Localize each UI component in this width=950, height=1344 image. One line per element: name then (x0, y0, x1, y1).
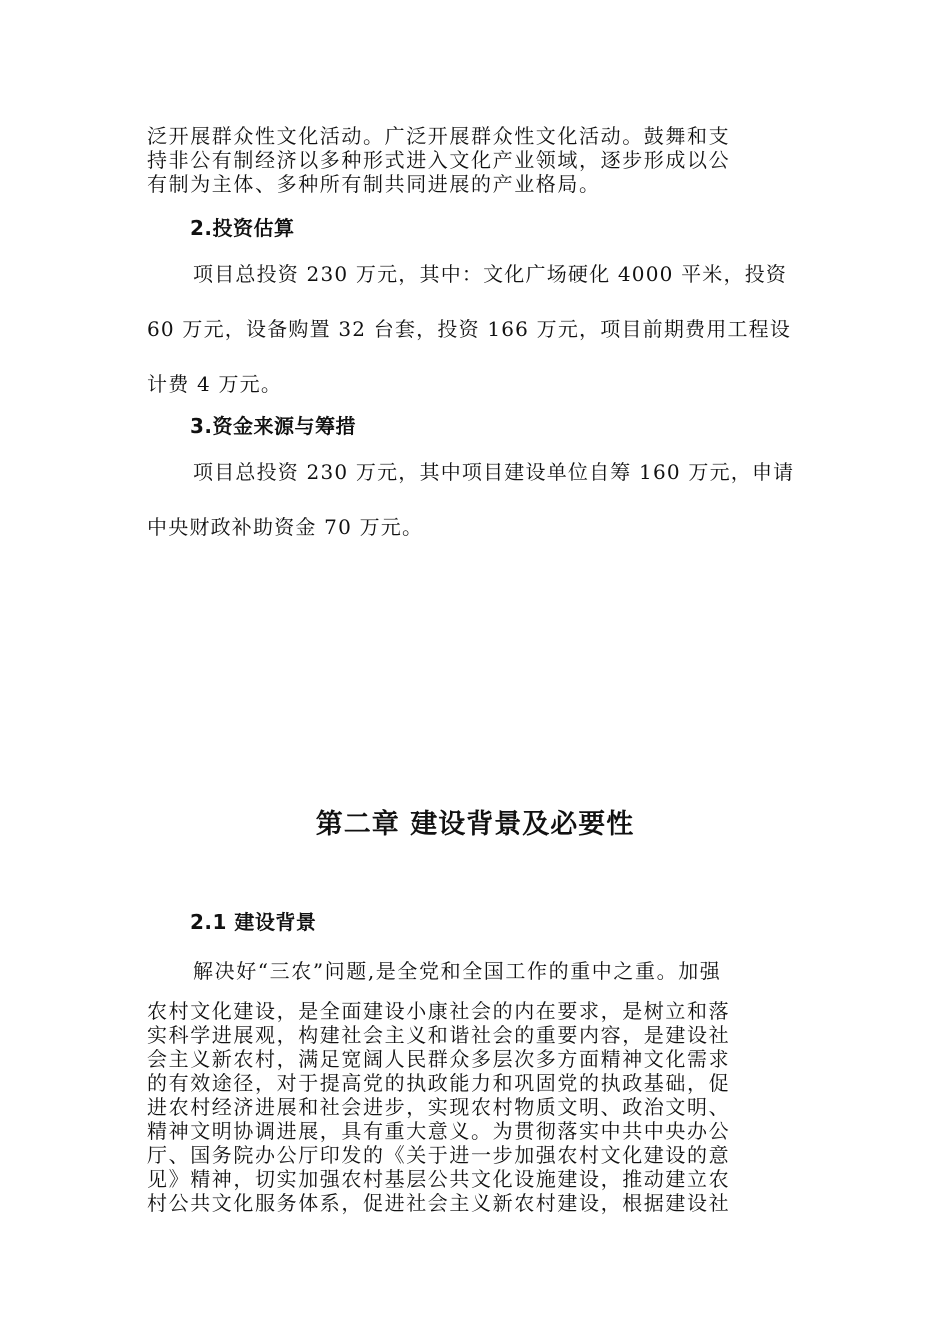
chapter-title: 第二章 建设背景及必要性 (315, 809, 635, 840)
text-line: 精神文明协调进展，具有重大意义。为贯彻落实中共中央办公 (147, 1119, 731, 1143)
text-line: 厅、国务院办公厅印发的《关于进一步加强农村文化建设的意 (147, 1143, 731, 1167)
text-line: 的有效途径，对于提高党的执政能力和巩固党的执政基础，促 (147, 1071, 731, 1095)
section-heading-background: 2.1 建设背景 (190, 910, 317, 934)
text-line: 进农村经济进展和社会进步，实现农村物质文明、政治文明、 (147, 1095, 731, 1119)
investment-paragraph (147, 247, 807, 412)
text-line: 泛开展群众性文化活动。广泛开展群众性文化活动。鼓舞和支 (147, 124, 731, 148)
text-line: 实科学进展观，构建社会主义和谐社会的重要内容，是建设社 (147, 1023, 731, 1047)
paragraph-first-line: 解决好“三农”问题,是全党和全国工作的重中之重。加强 (193, 959, 722, 983)
text-line: 村公共文化服务体系，促进社会主义新农村建设，根据建设社 (147, 1191, 731, 1215)
paragraph-text: 项目总投资 230 万元，其中项目建设单位自筹 160 万元，申请中央财政补助资金 70 万元。 (147, 460, 795, 539)
paragraph-text: 项目总投资 230 万元，其中：文化广场硬化 4000 平米，投资 60 万元，设备购置 32 台套，投资 166 万元，项目前期费用工程设计费 4 万元。 (147, 262, 792, 396)
background-paragraph (147, 955, 807, 1215)
section-heading-investment: 2.投资估算 (190, 216, 295, 240)
intro-paragraph (147, 124, 807, 196)
text-line: 会主义新农村，满足宽阔人民群众多层次多方面精神文化需求 (147, 1047, 731, 1071)
text-line: 有制为主体、多种所有制共同进展的产业格局。 (147, 172, 601, 196)
funding-paragraph (147, 445, 807, 555)
text-line: 农村文化建设，是全面建设小康社会的内在要求，是树立和落 (147, 999, 731, 1023)
section-heading-funding: 3.资金来源与筹措 (190, 414, 357, 438)
text-line: 见》精神，切实加强农村基层公共文化设施建设，推动建立农 (147, 1167, 731, 1191)
text-line: 持非公有制经济以多种形式进入文化产业领域，逐步形成以公 (147, 148, 731, 172)
